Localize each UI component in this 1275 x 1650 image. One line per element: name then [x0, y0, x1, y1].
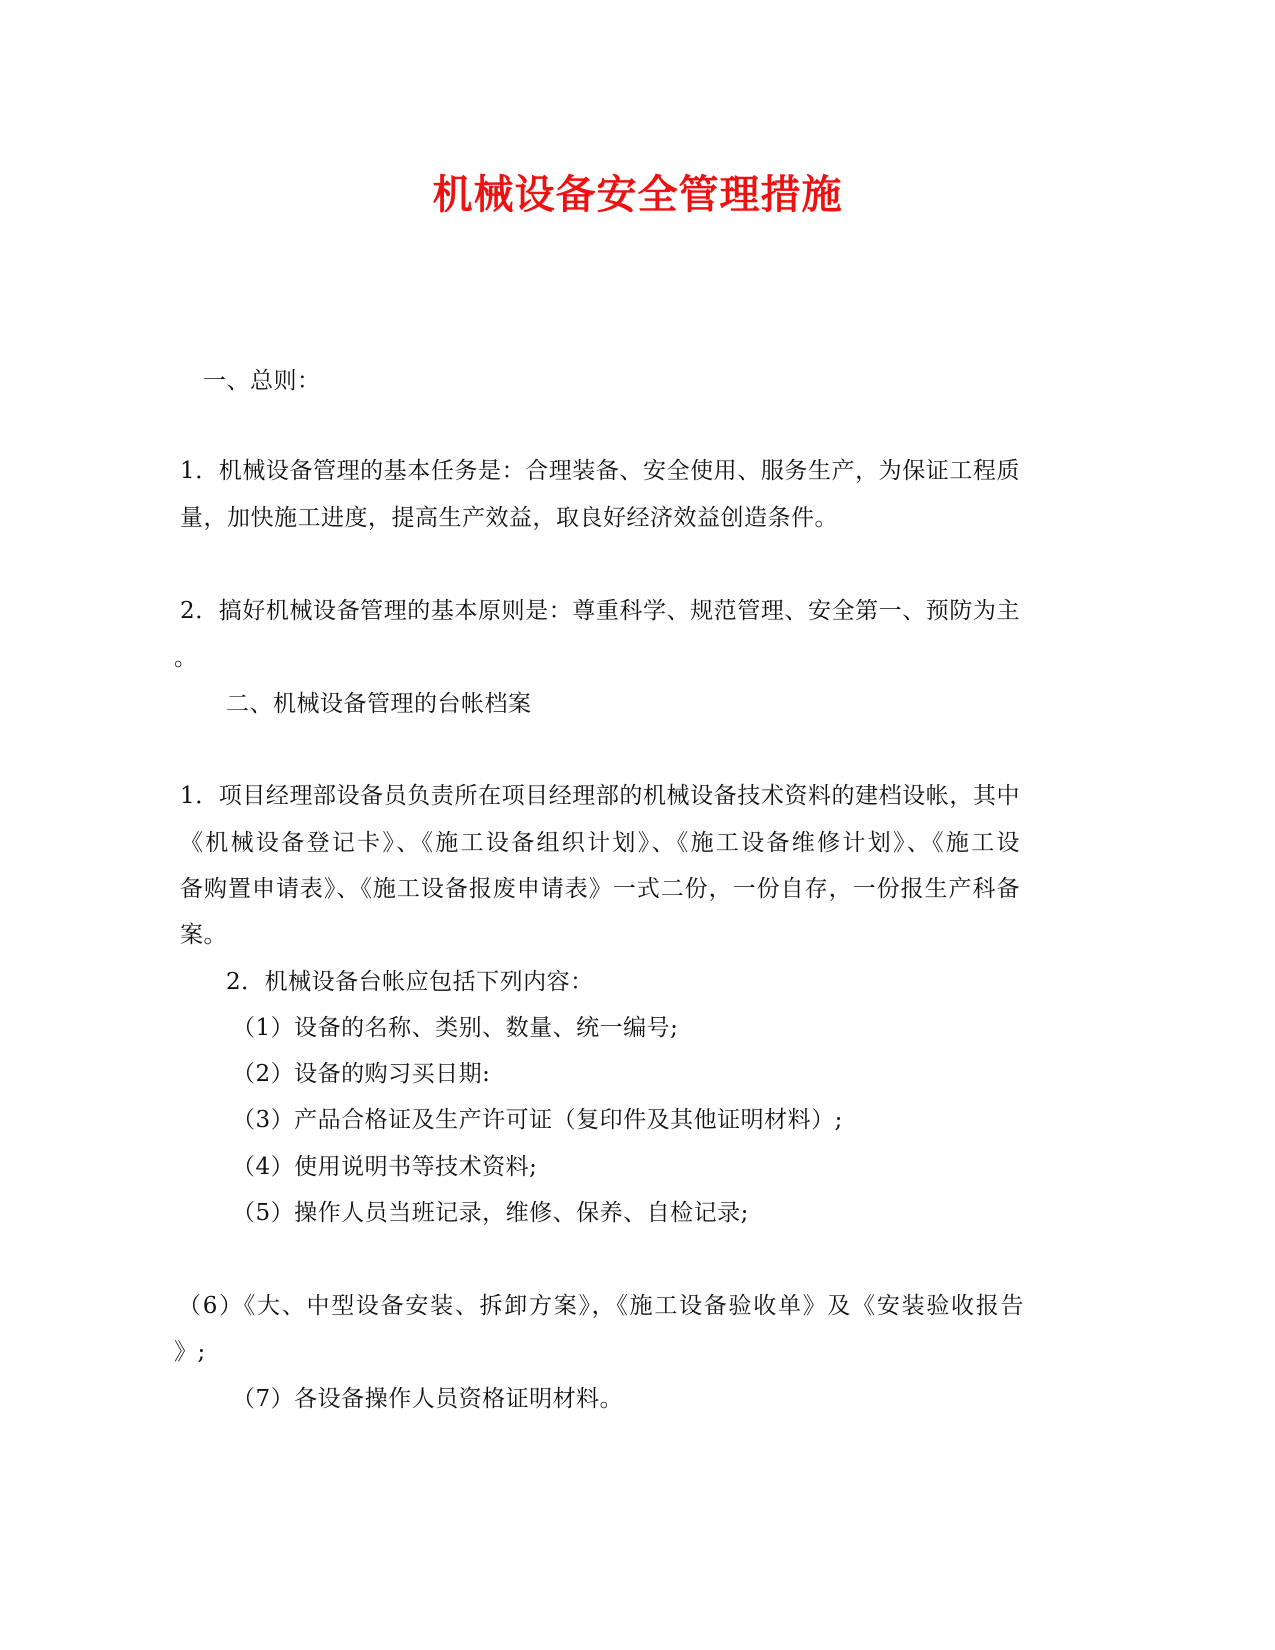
- document-title: 机械设备安全管理措施: [432, 171, 843, 218]
- list-item: （4）使用说明书等技术资料;: [232, 1154, 538, 1180]
- list-item: （6）《大、中型设备安装、拆卸方案》，《施工设备验收单》及《安装验收报告: [178, 1293, 1024, 1319]
- paragraph-line: 量，加快施工进度，提高生产效益，取良好经济效益创造条件。: [180, 505, 838, 531]
- list-item: （1）设备的名称、类别、数量、统一编号;: [232, 1015, 679, 1041]
- paragraph-line: 《机械设备登记卡》、《施工设备组织计划》、《施工设备维修计划》、《施工设: [180, 830, 1020, 856]
- section-heading-ledger: 二、机械设备管理的台帐档案: [226, 691, 532, 717]
- list-item: （2）设备的购习买日期:: [232, 1061, 491, 1087]
- paragraph-line: 1．项目经理部设备员负责所在项目经理部的机械设备技术资料的建档设帐，其中: [180, 783, 1020, 809]
- section-heading-general: 一、总则：: [203, 368, 321, 394]
- list-item: 》;: [174, 1339, 206, 1365]
- paragraph-line: 案。: [180, 922, 227, 948]
- paragraph-line: 2．机械设备台帐应包括下列内容：: [226, 969, 594, 995]
- list-item: （3）产品合格证及生产许可证（复印件及其他证明材料）;: [232, 1107, 843, 1133]
- paragraph-line: 。: [174, 645, 198, 671]
- list-item: （5）操作人员当班记录，维修、保养、自检记录;: [232, 1200, 749, 1226]
- paragraph-line: 备购置申请表》、《施工设备报废申请表》一式二份，一份自存，一份报生产科备: [180, 876, 1020, 902]
- paragraph-line: 2．搞好机械设备管理的基本原则是：尊重科学、规范管理、安全第一、预防为主: [180, 598, 1020, 624]
- list-item: （7）各设备操作人员资格证明材料。: [232, 1386, 624, 1412]
- paragraph-line: 1．机械设备管理的基本任务是：合理装备、安全使用、服务生产，为保证工程质: [180, 458, 1020, 484]
